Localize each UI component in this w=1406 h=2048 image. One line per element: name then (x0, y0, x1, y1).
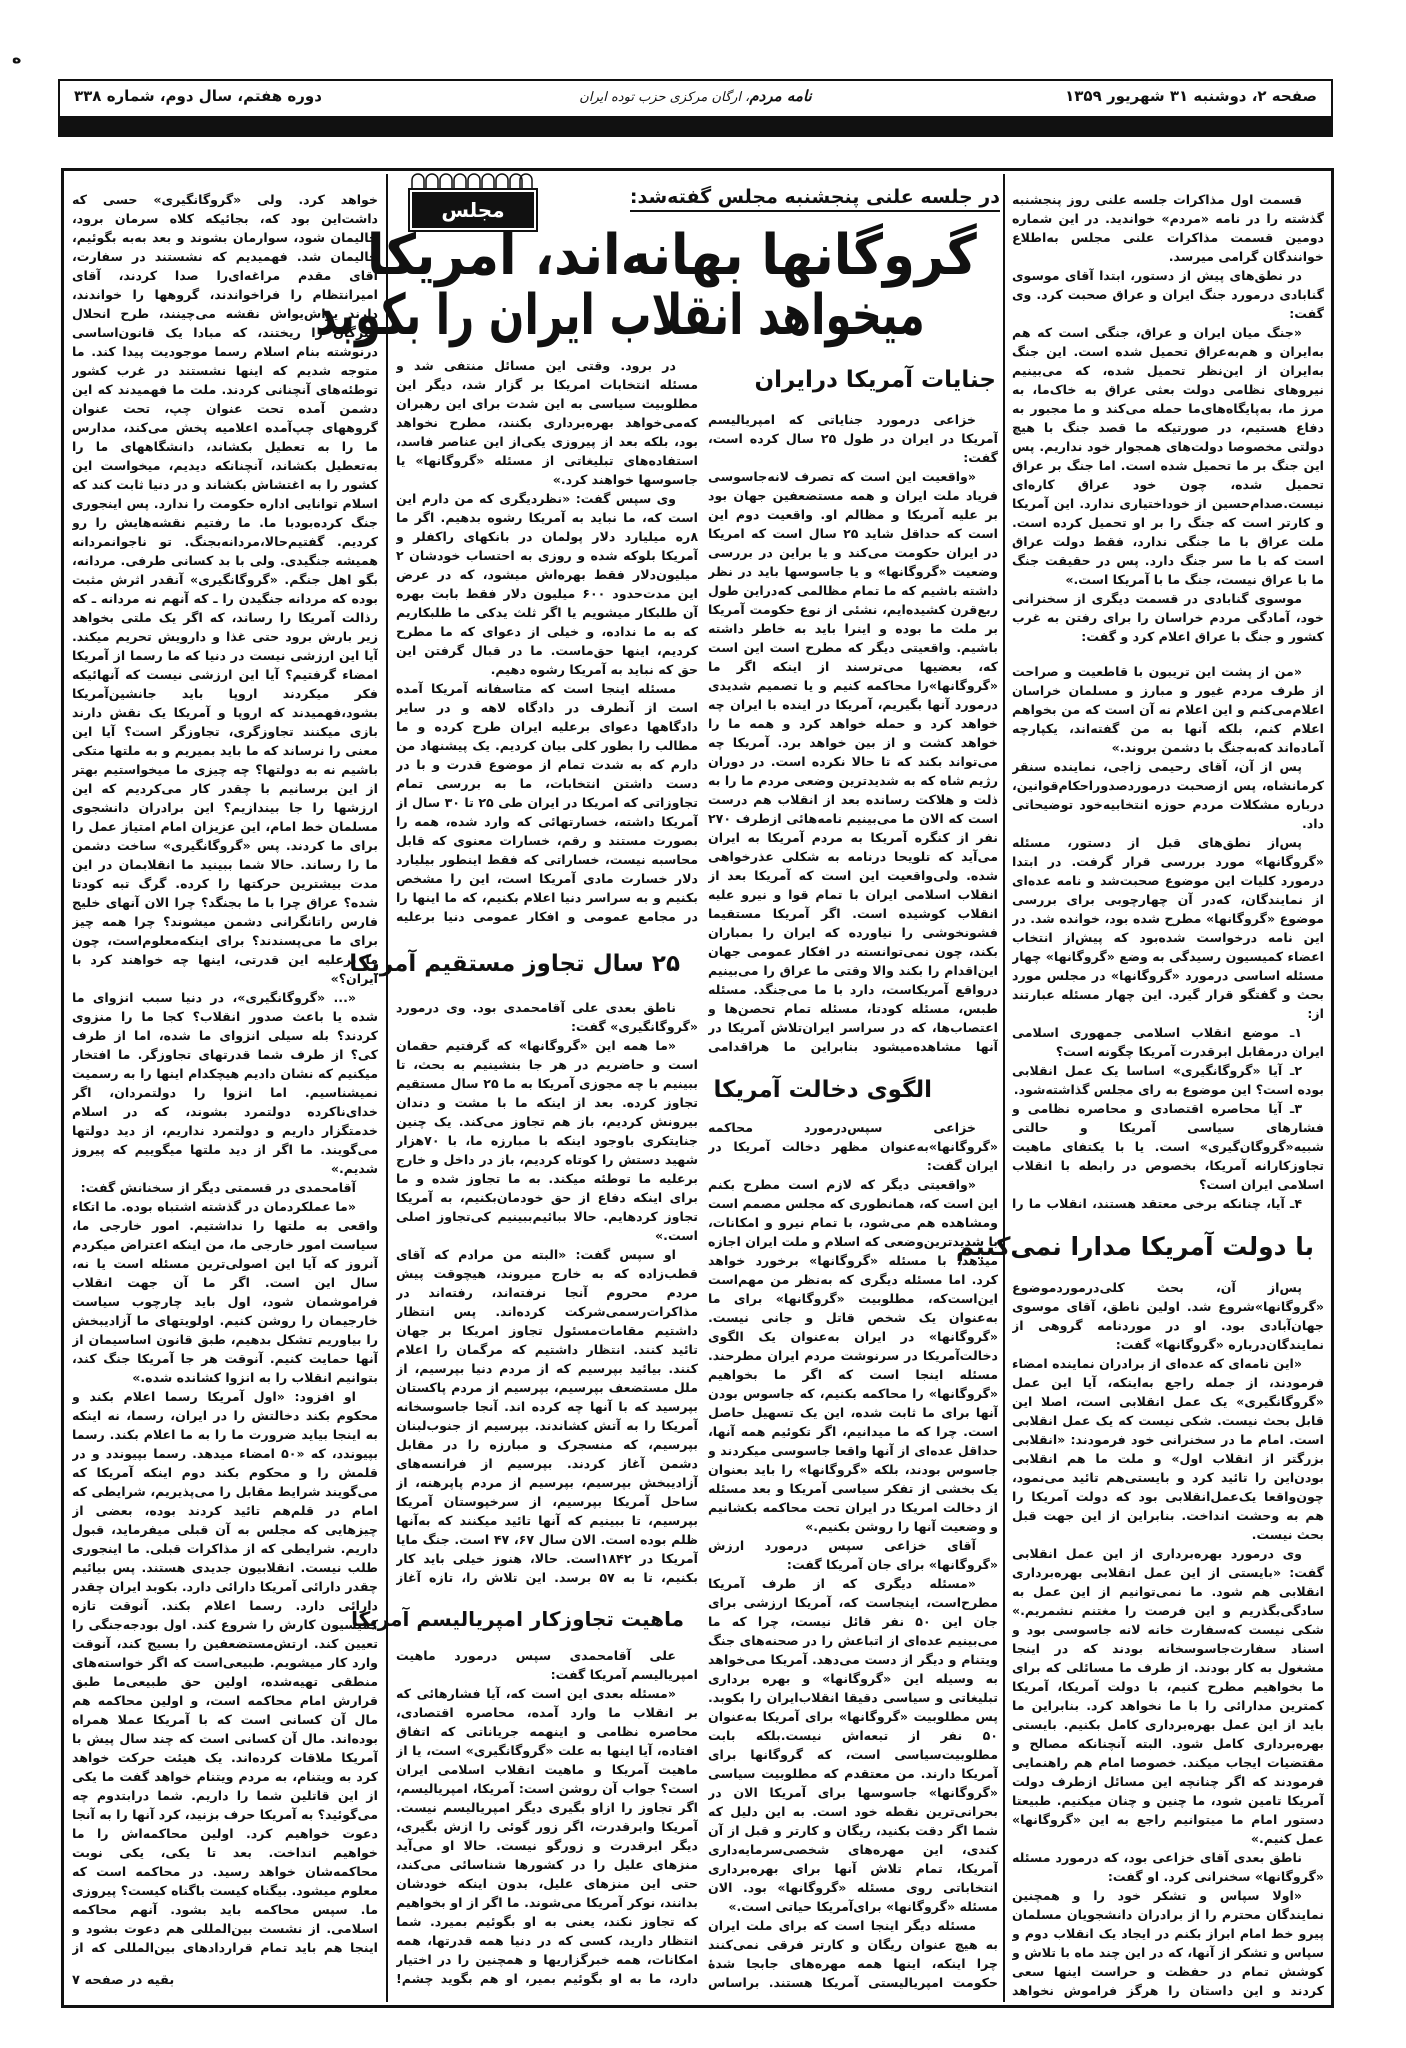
column-rule-left (386, 174, 388, 2002)
middle-left-column-middle (396, 998, 698, 1587)
paragraph: در نطق‌های پیش از دستور، ابتدا آقای موسوی گنابادی درمورد جنگ ایران و عراق صحبت کرد. وی گفت: (1012, 268, 1324, 321)
right-column-middle (1012, 662, 1324, 1213)
right-column-bottom (1012, 1278, 1324, 2000)
paragraph: ناطق بعدی آقای خزاعی بود، که درمورد مسئله «گروگانها» سخنرانی کرد. او گفت: (1012, 1850, 1324, 1884)
section-badge: مجلس (412, 192, 534, 228)
section-heading: ماهیت تجاوزکار امپریالیسم آمریکا (351, 1607, 684, 1631)
paragraph: ناطق بعدی علی آقامحمدی بود. وی درمورد «گروگانگیری» گفت: (396, 1000, 698, 1034)
paragraph: «واقعیتی دیگر که لازم است مطرح بکنم این است که، همانطوری که مجلس مصمم است ومشاهده هم می‌شود، با تمام نیرو و امکانات، با شدیدترین‌وضعی که اسلام و ملت ایران اجازه میدهد، با مسئله «گروگانها» برخورد خواهد کرد. اما مسئله دیگری که به‌نظر من مهم‌است این‌است‌که، مطلوبیت «گروگانها» برای ما به‌عنوان یک شخص قاتل و جانی نیست. «گروگانها» در ایران به‌عنوان یک الگوی دخالت‌آمریکا در سرنوشت مردم ایران مطرحند. مسئله اینجا است که اگر ما بخواهیم «گروگانها» را محاکمه بکنیم، که جاسوس بودن آنها برای ما ثابت شده، این یک تسهیل حاصل است. چرا که ما میدانیم، اگر تکوئیم همه آنها، حداقل عده‌ای از آنها واقعا جاسوسی میکردند و جاسوس بودند، بلکه «گروگانها» را باید بعنوان یک بخشی از تفکر سیاسی آمریکا و بعد مسئله از دخالت امریکا در ایران تحت محاکمه بکشانیم و وضعیت آنها را روشن بکنیم.» (708, 1177, 998, 1534)
column-rule-right (1003, 174, 1005, 2002)
list-item: ۲ـ آیا «گروگانگیری» اساسا یک عمل انقلابی بوده است؟ این موضوع به رای مجلس گذاشته‌شود. (1012, 1063, 1324, 1097)
list-item: ۳ـ آیا محاصره اقتصادی و محاصره نظامی و فشارهای سیاسی آمریکا و حالتی شبیه‌«گروگان‌گیری» است. یا با یکتفای ماهیت تجاوزکارانه آمریکا، بخصوص در رابطه با انقلاب اسلامی ایران است؟ (1012, 1101, 1324, 1192)
continued-on-page-7[interactable]: بقیه در صفحه ۷ (72, 1973, 175, 1988)
corner-mark: ه (12, 48, 22, 67)
paragraph: «ما عملکردمان در گذشته اشتباه بوده. ما اتکاء واقعی به ملتها را نداشتیم. امور خارجی ما، سیاست امور خارجی ما، من اینکه اعتراض میکردم آنروز که آیا این اصولی‌ترین مسئله است یا نه، سال این است. اگر ما آن جهت انقلاب فراموشمان شود، اول باید چارچوب سیاست خارجیمان را روشن کنیم. اولویتهای ما آزادیبخش را بیاوریم تشکل بدهیم، طبق قانون اساسیمان از آنها حمایت کنیم. آنوقت هر جا آمریکا جنگ کند، بتوانیم انقلاب را به انزوا کشانده شده.» (72, 1199, 378, 1385)
headline-line-2: میخواهد انقلاب ایران را بکوبد (315, 283, 925, 348)
paper-name: نامه مردم (749, 87, 812, 105)
masthead (58, 79, 1333, 137)
article-kicker: در جلسه علنی پنجشنبه مجلس گفته‌شد: (630, 186, 1000, 212)
paragraph: پس از آن، آقای رحیمی زاجی، نماینده سنقر کرمانشاه، پس ازصحبت درموردصدوراحکام‌قوانین، درباره مشکلات مردم حوزه انتخابیه‌خود توضیحاتی داد. (1012, 759, 1324, 831)
paragraph: قسمت اول مذاکرات جلسه علنی روز پنجشنبه گذشته را در نامه «مردم» خواندید. در این شماره دومین قسمت مذاکرات علنی مجلس به‌اطلاع خوانندگان گرامی میرسد. (1012, 192, 1324, 264)
paragraph: موسوی گنابادی در قسمت دیگری از سخنرانی خود، آمادگی مردم خراسان را برای رفتن به غرب کشور و جنگ با عراق اعلام کرد و گفت: (1012, 591, 1324, 644)
paragraph: «این نامه‌ای که عده‌ای از برادران نماینده امضاء فرمودند، از جمله راجع به‌اینکه، آیا این عمل «گروگانگیری» یک عمل انقلابی است، اصلا این قابل بحث نیست. شکی نیست که یک عمل انقلابی است. امام ما در سخنرانی خود فرمودند: «انقلابی بزرگتر از انقلاب اول» و ملت ما هم انقلابی بودن‌این را تائید کرد و بایستی‌هم تائید می‌نمود، چون‌واقعا یک‌عمل‌انقلابی بود که دولت آمریکا را هم به وحشت انداخت. بنابراین از این جهت قبل بحث نیست. (1012, 1356, 1324, 1542)
paragraph: خزاعی درمورد جنایاتی که امپریالیسم آمریکا در ایران در طول ۲۵ سال کرده است، گفت: (708, 412, 998, 465)
middle-right-column-top (708, 410, 998, 1056)
paper-title (579, 87, 811, 105)
section-heading: ۲۵ سال تجاوز مستقیم آمریکا (349, 951, 680, 977)
section-heading: جنایات آمریکا درایران (754, 367, 996, 393)
paragraph: مسئله دیگر اینجا است که برای ملت ایران به هیچ عنوان ریگان و کارتر فرقی نمی‌کنند چرا اینکه، اینها همه مهره‌های جابجا شدهٔ حکومت امپریالیستی آمریکا هستند. براساس (708, 1918, 998, 1990)
section-heading: الگوی دخالت آمریکا (713, 1077, 932, 1103)
paragraph: پس‌از آن، بحث کلی‌درموردموضوع «گروگانها»شروع شد. اولین ناطق، آقای موسوی جهان‌آبادی بود. او در موردنامه گروهی از نمایندگان‌درباره «گروگانها» گفت: (1012, 1280, 1324, 1352)
paragraph: «جنگ میان ایران و عراق، جنگی است که هم به‌ایران و هم‌به‌عراق تحمیل شده است. این جنگ به‌ایران از این‌نظر تحمیل شده، که می‌بینیم نیروهای نظامی دولت بعثی عراق به خاک‌ما، به مرز ما، به‌پایگاه‌های‌ما حمله می‌کند و ما مجبور به دفاع هستیم، در صورتیکه ما قصد جنگ با هیچ دولتی مخصوصا دولت‌های همجوار خود نداریم. پس این جنگ بر ما تحمیل شده است. اما جنگ بر عراق تحمیل شده، چون خود عراق کاره‌ای نیست.صدام‌حسین از خوداختیاری ندارد. این آمریکا و کارتر است که جنگ را بر او تحمیل کرده است. ملت عراق با ما جنگی ندارد، فقط دولت عراق است که با ما سر جنگ دارد. پس در حقیقت جنگ ما با عراق نیست، جنگ ما با آمریکا است.» (1012, 325, 1324, 587)
paragraph: علی آقامحمدی سپس درمورد ماهیت امپریالیسم آمریکا گفت: (396, 1648, 698, 1682)
paragraph: او افزود: «اول آمریکا رسما اعلام بکند و محکوم بکند دخالتش را در ایران، رسما، نه اینکه به اینجا بیاید ضرورت ما را به ما اعلام بکند. رسما بپیوندد، که «۵۰ امضاء میدهد. رسما بپیوندد و در قلمش را و محکوم بکند دوم اینکه آمریکا که می‌گویند شرایط مقابل را می‌پذیریم، شرایطی که امام در قلم‌هم تائید کردند بوده، بعضی از چیزهایی که مجلس به آن قبلی میفرماید، قبول داریم. شرایطی که از مذاکرات قبلی. ما اینجوری طلب نیست. انقلابیون جدیدی هستند. پس بیائیم چقدر دارائی آمریکا دارائی دارد. بکوبد ایران چقدر دارائی دارد. رسما اعلام بکند. آنوقت تازه کمیسیون کارش را شروع کند. اول بودجه‌جنگی را تعیین کند. ارتش‌مستضعفین را بسیج کند، آنوقت وارد کار میشویم. طبیعی‌است که اگر خواسته‌های منطقی تهیه‌شده، اولین حق طبیعی‌ما طبق قرارش امام محاکمه است، و اولین محاکمه هم مال آن کسانی است که با آمریکا عملا همراه بوده‌اند. مال آن کسانی است که چند سال پیش با آمریکا ملاقات کرده‌اند. یک هیئت حرکت خواهد کرد به ویتنام، به مردم ویتنام خواهد گفت ما یکی از این قاتلین شما را داریم. شما درابتدوم چه می‌گوئید؟ به آمریکا حرف بزنید، کرد آنها را به آنجا دعوت خواهیم کرد. اولین محاکمه‌اش را ما خواهیم انداخت. بعد تا یکی، یکی نوبت محاکمه‌شان خواهد رسید. در محاکمه است که معلوم میشود. بیگناه کیست باگناه کیست؟ پیروزی ما. سپس محاکمه باید بشود. آنهم محاکمه اسلامی. از نشست بین‌المللی هم دعوت بشود و اینجا هم باید تمام قراردادهای بین‌المللی که از (72, 1389, 378, 1955)
badge-arches-ornament (410, 172, 534, 190)
headline (315, 223, 1002, 348)
paragraph: «واقعیت این است که تصرف لانه‌جاسوسی فریاد ملت ایران و همه مستضعفین جهان بود بر علیه آمریکا و مظالم او. واقعیت دوم این است که حداقل شاید ۲۵ سال است که امریکا در ایران حکومت می‌کند و یا براین در بررسی وضعیت «گروگانها» و یا جاسوسها باید در نظر داشته باشیم که ما تمام مظالمی که‌دراین طول ربع‌قرن کشیده‌ایم، نشئی از نوع حکومت آمریکا بر ملت ما بوده و اینرا باید به خاطر داشته باشیم. واقعیتی دیگر که مطرح است این است که، بعضیها می‌ترسند از اینکه اگر ما «گروگانها»را محاکمه کنیم و یا تصمیم شدیدی درمورد آنها بگیریم، آمریکا در اینده با ایران چه خواهد کرد و حمله خواهد کرد و همه ما را خواهد کشت و از بین خواهد برد. آمریکا چه می‌تواند بکند که تا حالا نکرده است. در دوران رژیم شاه که به شدیدترین وضعی مردم ما را به ذلت و هلاکت رسانده بعد از انقلاب هم درست است که الان ما می‌بینیم نامه‌هائی ازطرف ۲۷۰ نفر از کنگره آمریکا به مردم آمریکا به ایران می‌آید که تلویحا درنامه به شکلی عذرخواهی شده. ولی‌واقعیت این است که آمریکا بعد از انقلاب اسلامی ایران با تمام قوا و نیرو علیه انقلاب کوشیده است. اگر آمریکا مستقیما فشونخوشی را نیاورده که ایران را بمباران بکند، چون نمی‌توانسته در افکار عمومی جهان این‌اقدام را بکند والا وقتی ما عراق را می‌بینیم درواقع آمریکاست، دارد با ما می‌جنگد. مسئله طبس، مسئله کودتا، مسئله تمام تحصن‌ها و اعتصاب‌ها، که در سراسر ایران‌تلاش آمریکا در آنها مشاهده‌میشود بنابراین ما هراقدامی (708, 469, 998, 1054)
paragraph: آقای خزاعی سپس درمورد ارزش «گروگانها» برای جان آمریکا گفت: (708, 1538, 998, 1572)
paragraph: «من از پشت این تریبون با قاطعیت و صراحت از طرف مردم غیور و مبارز و مسلمان خراسان اعلام‌می‌کنم و این اعلام نه آن است که من بخواهم اعلام کنم، بلکه آنها به من گفته‌اند، یکپارچه آماده‌اند که‌به‌جنگ با دشمن بروند.» (1012, 664, 1324, 755)
left-column (72, 190, 378, 1957)
middle-right-column-bottom (708, 1118, 998, 1992)
masthead-band (60, 116, 1331, 135)
paragraph: مسئله اینجا است که متاسفانه آمریکا آمده است از آنطرف در دادگاه لاهه و در سایر دادگاهها دعوای برعلیه ایران طرح کرده و ما مطالب را بطور کلی بیان کردیم. یک پیشنهاد من دارم که به شدت تمام از موضوع قدرت و با در دست داشتن انتخابات، ما به بررسی تمام تجاوزاتی که امریکا در ایران طی ۲۵ تا ۳۰ سال از آمریکا داشته، خسارتهائی که وارد شده، همه را بصورت مستند و رقم، خسارات معنوی که قابل محاسبه نیست، خساراتی که فقط اینطور بیلیارد دلار خسارت مادی آمریکا است، این را مشخص بکنیم و به سراسر دنیا اعلام بکنیم، که ما اینها را در مجامع عمومی و افکار عمومی دنیا برعلیه (396, 681, 698, 924)
paragraph: وی سپس گفت: «نظردیگری که من دارم این است که، ما نباید به آمریکا رشوه بدهیم. اگر ما ۸ره میلیارد دلار پولمان در بانکهای راکفلر و آمریکا بلوکه شده و روزی به احتساب خودشان ۲ میلیون‌دلار فقط بهره‌اش میشود، که در عرض این مدت‌حدود ۶۰۰ میلیون دلار فقط بابت بهره آن طلبکار میشویم یا اگر ثلث یدکی ما طلبکاریم که به ما نداده، و خیلی از دعوای که ما مطرح کردیم، اینها حق‌ماست. ما در قبال گرفتن این حق که نباید به آمریکا رشوه دهیم. (396, 491, 698, 677)
paragraph: آقامحمدی در قسمتی دیگر از سخنانش گفت: (80, 1180, 356, 1195)
paragraph: وی درمورد بهره‌برداری از این عمل انقلابی گفت: «بایستی از این عمل انقلابی بهره‌برداری انقلابی هم شود. ما نمی‌توانیم از این عمل به سادگی‌بگذریم و این فرصت را مغتنم نشمریم.» شکی نیست که‌سفارت خانه لانه جاسوسی بود و اسناد سفارت‌جاسوسخانه بودند که در اینجا مشغول به کار بودند. از طرف ما مسائلی که برای ما بخواهیم مطرح کنیم، با دولت آمریکا، آمریکا کمترین مدارائی را با ما نخواهد کرد. بنابراین ما باید از این عمل بهره‌برداری کامل بکنیم. بایستی بهره‌برداری کامل شود. البته آنچنانکه مصالح و مقتضیات ایجاب میکند. خصوصا امام هم راهنمایی فرمودند که اگر چنانچه این مسائل ازطرف دولت آمریکا تامین شود، ما چنین و چنان میکنیم. طبیعتا دستور امام ما میتوانیم راجع به این «گروگانها» عمل کنیم.» (1012, 1546, 1324, 1846)
paragraph: در برود. وقتی این مسائل منتفی شد و مسئله انتخابات امریکا بر گزار شد، دیگر این مطلوبیت سیاسی به این شدت برای این رهبران که‌می‌خواهد بهره‌برداری بکنند، مطرح نخواهد بود، بلکه بعد از پیروزی یکی‌از این عناصر فاسد، استفاده‌های تبلیغاتی از مسئله «گروگانها» یا جاسوسها خواهند کرد.» (396, 358, 698, 487)
middle-left-column-top (396, 356, 698, 926)
issue-number: دوره هفتم، سال دوم، شماره ۳۳۸ (74, 87, 322, 105)
section-heading: با دولت آمریکا مدارا نمی‌کنیم (955, 1232, 1314, 1261)
paragraph: «ما همه این «گروگانها» که گرفتیم حقمان است و حاضریم در هر جا بنشینیم به بحث، تا ببینیم با چه مجوزی آمریکا به ما ۲۵ سال مستقیم تجاوز کرده. بعد از اینکه ما با مشت و دندان بیرونش کردیم، باز هم تجاوز می‌کند. یک چنین جنایتکری باوجود اینکه با مبارزه ما، با ۷۰هزار شهید دستش را کوتاه کردیم، باز در داخل و خارج برعلیه ما توطئه میکند. به ما تجاوز شده و ما برای اینکه دفاع از حق خودمان‌بکنیم، به آمریکا تجاوز کردهایم. حالا ببائیم‌ببینیم کی‌تجاوز اصلی است.» (396, 1038, 698, 1243)
paragraph: «اولا سپاس و تشکر خود را و همچنین نمایندگان محترم را از برادران دانشجویان مسلمان پیرو خط امام ابراز بکنم در ایجاد یک انقلاب دوم و سپاس و تشکر از آنها، که در این چند ماه با تلاش و کوشش تمام در حفظت و حراست اینها سعی کردند و این داستان را هرگز فراموش نخواهد (1012, 1888, 1324, 1998)
headline-line-1: گروگانها بهانه‌اند، امریکا (366, 223, 977, 288)
list-item: ۴ـ آیا، چنانکه برخی معتقد هستند، انقلاب ما را (1012, 1196, 1302, 1211)
paragraph: پس‌از نطق‌های قبل از دستور، مسئله «گروگانها» مورد بررسی قرار گرفت. در ابتدا درمورد کلیات این موضوع صحبت‌شد و نامه عده‌ای از نمایندگان، که‌در آن چهارچوبی برای بررسی موضوع «گروگانها» مطرح شده بود، خوانده شد. در این نامه درخواست شده‌بود که پیش‌از انتخاب اعضاء کمیسیون رسیدگی به وضع «گروگانها» چهار مسئله اساسی درمورد «گروگانها» در مجلس مورد بحث و گفتگو قرار گیرد. این چهار مسئله عبارتند از: (1012, 835, 1324, 1021)
paragraph: خزاعی سپس‌درمورد محاکمه «گروگانها»به‌عنوان مظهر دخالت آمریکا در ایران گفت: (708, 1120, 998, 1173)
middle-left-column-bottom (396, 1646, 698, 1988)
paragraph: «مسئله دیگری که از طرف آمریکا مطرح‌است، اینجاست که، آمریکا ارزشی برای جان این ۵۰ نفر قائل نیست، چرا که ما می‌بینیم عده‌ای از اتباعش را در صحنه‌های جنگ ویتنام و دیگر از دست می‌دهد. آمریکا می‌خواهد به وسیله این «گروگانها» و بهره برداری تبلیغاتی و سیاسی دقیقا انقلاب‌ایران را بکوبد. پس مطلوبیت «گروگانها» برای آمریکا به‌عنوان ۵۰ نفر از تبعه‌اش نیست.بلکه بابت مطلوبیت‌سیاسی است، که گروگانها برای آمریکا دارند. من معتقدم که مطلوبیت سیاسی «گروگانها» جاسوسها برای آمریکا الان در بحرانی‌ترین نقطه خود است. به این دلیل که شما اگر دقت بکنید، ریگان و کارتر و قبل از آن کندی، این مهره‌های شخصی‌سرمایه‌داری آمریکا، تمام تلاش آنها برای بهره‌برداری انتخاباتی روی مسئله «گروگانها» بود. الان مسئله «گروگانها» برای‌آمریکا حیاتی است.» (708, 1576, 998, 1914)
paragraph: «مسئله بعدی این است که، آیا فشارهائی که بر انقلاب ما وارد آمده، محاصره اقتصادی، محاصره نظامی و اینهمه جریاناتی که اتفاق افتاده، آیا اینها به علت «گروگانگیری» است، یا از ماهیت آمریکا و ماهیت انقلاب اسلامی ایران است؟ جواب آن روشن است: آمریکا، امپریالیسم، اگر تجاوز را ازاو بگیری دیگر امپریالیسم نیست. آمریکا وابرقدرت، اگر زور گوئی را ازش بگیری، دیگر ابرقدرت و زورگو نیست. حالا او می‌آید منزهای علیل را در کشورها شناسائی می‌کند، حتی این منزهای علیل، بدون اینکه خودشان بدانند، نوکر آمریکا می‌شوند. ما اگر از او بخواهیم که تجاوز نکند، یعنی به او بگوئیم بمیرد. شما انتظار دارید، کسی که در دنیا همه قدرتها، همه امکانات، همه خبرگزاریها و همچنین را در اختیار دارد، ما به او بگوئیم بمیر، او هم بگوید چشم! (396, 1686, 698, 1986)
paper-subtitle: ، ارگان مرکزی حزب توده ایران (579, 90, 750, 105)
list-item: ۱ـ موضع انقلاب اسلامی جمهوری اسلامی ایران درمقابل ابرقدرت آمریکا چگونه است؟ (1012, 1025, 1324, 1059)
right-column-intro (1012, 190, 1324, 646)
page-date: صفحه ۲، دوشنبه ۳۱ شهریور ۱۳۵۹ (1065, 87, 1317, 105)
paragraph: «... «گروگانگیری»، در دنیا سبب انزوای ما شده یا باعث صدور انقلاب؟ کجا ما را منزوی کردند؟ بله سیلی انزوای ما شده، اما از طرف کی؟ از طرف شما قدرتهای تجاوزگر. ما افتخار میکنیم که نشان دادیم هیچکدام اینها را به رسمیت نمیشناسیم. اما انزوا را دولتمردان، اگر خدای‌ناکرده دولتمرد بشوند، که در اسلام خدمتگزار داریم و دولتمرد نداریم، از دید دولتها می‌گویند. ما اگر از دید ملتها میگوییم که پیروز شدیم.» (72, 990, 378, 1176)
paragraph: خواهد کرد. ولی «گروگانگیری» حسی که داشت‌این بود که، بجائیکه کلاه سرمان برود، حالیمان شود، سوارمان بشوند و بعد به‌به بگوئیم، حالیمان شد. فهمیدیم که نشستند در سفارت، آقای مقدم مراغه‌ای‌را صدا کردند، آقای امیرانتظام را فراخواندند، گروهها را خواندند، دارند یواش‌یواش نقشه می‌چینند، طرح انحلال خبرگان را ریختند، که مبادا یک قانون‌اساسی درنوشته بنام اسلام رسما موجودیت پیدا کند. ما متوجه شدیم که اینها نشستند در غرب کشور توطئه‌های آنچنانی کردند. ملت ما فهمیدند که این دشمن آمده تحت عنوان چپ، تحت عنوان گروههای چپ‌آمده اعلامیه پخش می‌کند، مدارس ما را به تعطیل بکشاند، دانشگاههای ما را به‌تعطیل بکشاند، آنچنانکه دیدیم، میخواست این کشور را به اغتشاش بکشاند و در دنیا ثابت کند که اسلام توانایی اداره حکومت را ندارد. پس اینجوری جنگ کرده‌بودبا ما. ما رفتیم نقشه‌هایش را رو کردیم. گفتیم‌حالا،مردانه‌بجنگ. تو ناجوانمردانه همیشه جنگیدی. ولی با بد کسانی طرفی. مردانه، بگو اهل جنگم. «گروگانگیری» آنقدر اثرش مثبت بوده که مردانه جنگیدن را ـ که آنهم نه مردانه ـ که رذالت آمریکا را رساند، که اگر یک ملتی بخواهد زیر بارش برود حتی غذا و دارویش تحریم میکند. آیا این ارزشی نیست در دنیا که ما رسما از آمریکا امضاء گرفتیم؟ آیا این ارزشی نیست که آنهائیکه فکر میکردند اروپا باید جانشین‌آمریکا بشود،فهمیدند که اروپا و آمریکا یک نقش دارند بازی میکنند تجاوزگری، تجاوزگر است؟ آیا این معنی را نرساند که ما باید بمیریم و به ملتها متکی باشیم نه به دولتها؟ چه چیزی ما میخواستیم بهتر از این برسانیم با چقدر کار می‌کردیم که این ارزشها را جا بیندازیم؟ این برادران دانشجوی مسلمان خط امام، این عزیزان امام امتیاز عمل را برای ما کردند. پس «گروگانگیری» ساخت دشمن ما را رساند. حالا شما ببینید ما انقلابمان در این مدت بیشترین حرکتها را کرده. گرگ تبه کودتا شده؟ عراق چرا با ما بجنگد؟ چرا الان آنهای خلیج فارس را‌تانگرانی دشمن میشوند؟ چرا همه چیز برای ما می‌پسندند؟ برای اینکه‌معلوم‌است، چون ما برعلیه این قدرتی، اینها چه خواهند کرد با ایران؟» (72, 192, 378, 986)
paragraph: او سپس گفت: «البته من مرادم که آقای قطب‌زاده که به خارج میروند، هیچوقت پیش مردم محروم آنجا نرفته‌اند، رفته‌اند در مذاکرات‌رسمی‌شرکت کرده‌اند. پس انتظار داشتیم مقامات‌مسئول تجاوز امریکا بر جهان تائید کنند. انتظار داشتیم که مرگمان را اعلام کنند. بیائید بپرسیم که از مردم دنیا بپرسیم، از ملل مستضعف بپرسیم، بپرسیم از مردم پاکستان بپرسید که با آنها چه کرده اند. آنجا جاسوسخانه آمریکا را به آتش کشاندند. بپرسیم از جنوب‌لبنان بپرسیم، که منسجرک و مبارزه را در مقابل دشمن آغاز کردند. بپرسیم از فرانسه‌های آزادیبخش بپرسیم، بپرسیم از مردم پاپرهنه، از ساحل آمریکا بپرسیم، از سرخپوستان آمریکا بپرسیم، تا ببینیم که آنها تائید میکنند که به‌آنها ظلم بوده است. الان سال ۶۷، ۴۷ است. جنگ مایا آمریکا در ۱۸۴۲است. حالا، هنوز خیلی باید کار بکنیم، تا به ۵۷ برسد. این تلاش را، تازه آغاز (396, 1247, 698, 1585)
